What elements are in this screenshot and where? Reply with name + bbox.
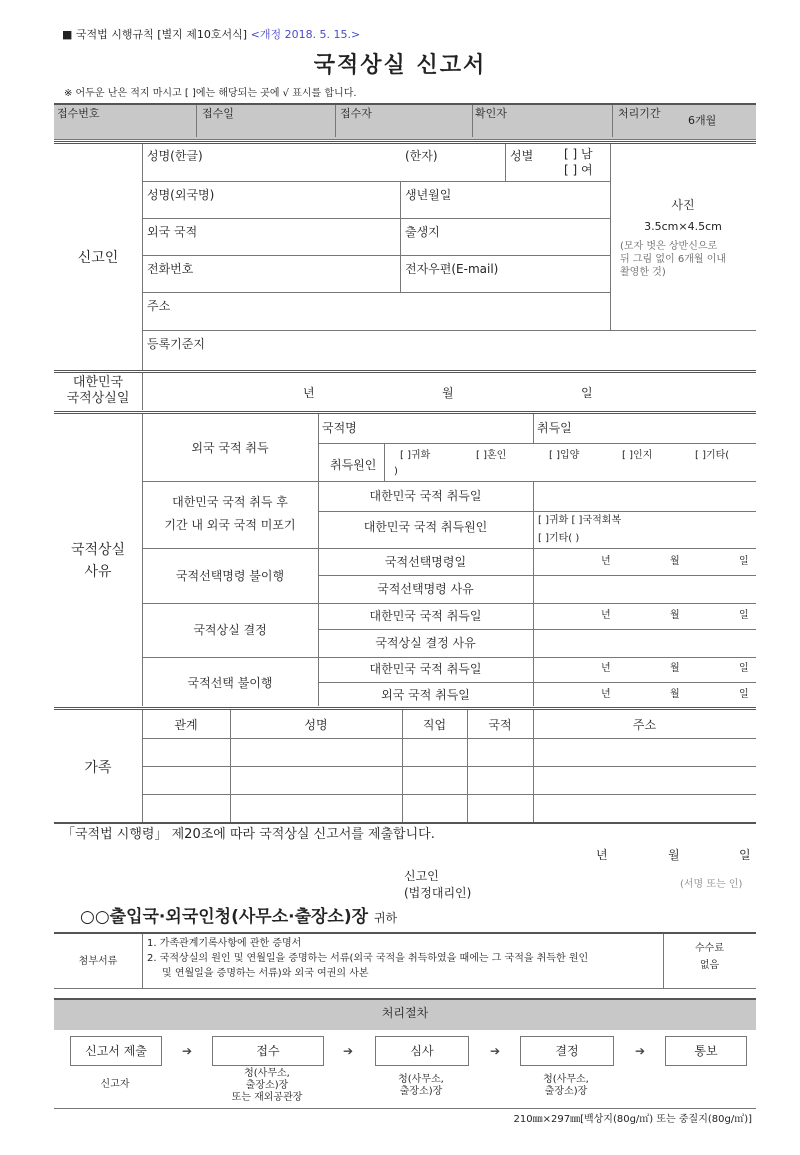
- selection-kr-year: 년: [601, 663, 611, 674]
- arrow-icon: ➔: [490, 1044, 501, 1058]
- cause-option-other[interactable]: [ ]기타(: [695, 450, 730, 461]
- form-title: 국적상실 신고서: [313, 53, 487, 78]
- loss-date-label-1: 대한민국: [72, 375, 124, 390]
- family-col-address: 주소: [632, 718, 657, 732]
- cause-option-tail: ): [394, 466, 398, 477]
- loss-date-month: 월: [442, 386, 454, 400]
- selection-kr-date-label: 대한민국 국적 취득일: [369, 662, 482, 676]
- acquisition-date-label: 취득일: [537, 421, 572, 435]
- order-month: 월: [670, 556, 680, 567]
- attachment-item-2a: 2. 국적상실의 원인 및 연월일을 증명하는 서류(외국 국적을 취득하였을 때에는 그 국적을 취득한 원인: [147, 953, 589, 964]
- procedure-title: 처리절차: [381, 1006, 429, 1020]
- order-day: 일: [739, 556, 749, 567]
- receiver-label: 접수자: [340, 107, 372, 120]
- kr-cause-options-2[interactable]: [ ]기타( ): [538, 533, 580, 544]
- arrow-icon: ➔: [182, 1044, 193, 1058]
- declaration-month: 월: [668, 848, 680, 862]
- photo-title: 사진: [671, 198, 695, 212]
- reason-section-label-1: 국적상실: [70, 542, 126, 558]
- loss-decision-reason-label: 국적상실 결정 사유: [375, 636, 476, 650]
- kr-acquisition-date-label: 대한민국 국적 취득일: [369, 489, 482, 503]
- fee-label: 수수료: [695, 943, 724, 954]
- recipient-office: ○○출입국·외국인청(사무소·출장소)장 귀하: [80, 907, 398, 927]
- birth-date-label: 생년월일: [405, 188, 452, 202]
- processing-period-label: 처리기간: [618, 107, 661, 120]
- selection-noncompliance-label: 국적선택 불이행: [187, 676, 273, 690]
- actor-receipt-1: 청(사무소,: [244, 1068, 290, 1079]
- arrow-icon: ➔: [343, 1044, 354, 1058]
- cause-option-marriage[interactable]: [ ]혼인: [476, 450, 507, 461]
- photo-size: 3.5cm×4.5cm: [644, 220, 722, 233]
- receipt-no-label: 접수번호: [57, 107, 100, 120]
- birthplace-label: 출생지: [405, 225, 440, 239]
- signature-placeholder[interactable]: (서명 또는 인): [680, 879, 743, 890]
- attachment-item-2b: 및 연월일을 증명하는 서류)와 외국 여권의 사본: [162, 968, 369, 979]
- family-col-relation: 관계: [174, 718, 198, 732]
- declaration-year: 년: [596, 848, 608, 862]
- selection-foreign-date-label: 외국 국적 취득일: [381, 688, 470, 702]
- step-review: 심사: [375, 1036, 469, 1066]
- declaration-day: 일: [739, 848, 751, 862]
- email-label: 전자우편(E-mail): [405, 262, 499, 276]
- foreign-nationality-label: 외국 국적: [147, 225, 198, 239]
- unwaived-label-2: 기간 내 외국 국적 미포기: [164, 518, 296, 532]
- order-reason-label: 국적선택명령 사유: [377, 582, 474, 596]
- processing-period-value: 6개월: [688, 114, 717, 127]
- attachments-label: 첨부서류: [78, 956, 118, 967]
- step-notify: 통보: [665, 1036, 747, 1066]
- cause-option-recognition[interactable]: [ ]인지: [622, 450, 653, 461]
- revision-note: <개정 2018. 5. 15.>: [250, 28, 361, 41]
- recipient-suffix: 귀하: [373, 911, 398, 925]
- selection-foreign-year: 년: [601, 689, 611, 700]
- unwaived-label-1: 대한민국 국적 취득 후: [172, 495, 288, 509]
- decision-year: 년: [601, 610, 611, 621]
- declaration-applicant: 신고인: [404, 869, 439, 883]
- registry-label: 등록기준지: [147, 337, 205, 351]
- arrow-icon: ➔: [635, 1044, 646, 1058]
- step-submit: 신고서 제출: [70, 1036, 162, 1066]
- actor-receipt-3: 또는 재외공관장: [231, 1092, 303, 1103]
- instruction-note: ※ 어두운 난은 적지 마시고 [ ]에는 해당되는 곳에 √ 표시를 합니다.: [64, 88, 357, 99]
- name-foreign-label: 성명(외국명): [147, 188, 215, 202]
- gender-male-checkbox[interactable]: [ ] 남: [564, 147, 593, 161]
- fee-value: 없음: [699, 960, 720, 971]
- kr-acquisition-cause-label: 대한민국 국적 취득원인: [363, 520, 488, 534]
- declaration-representative: (법정대리인): [404, 886, 472, 900]
- selection-kr-day: 일: [739, 663, 749, 674]
- photo-note-3: 촬영한 것): [620, 267, 666, 278]
- declaration-text: 「국적법 시행령」 제20조에 따라 국적상실 신고서를 제출합니다.: [62, 827, 435, 842]
- actor-review-2: 출장소)장: [399, 1086, 443, 1097]
- address-label: 주소: [147, 299, 171, 313]
- actor-applicant: 신고자: [100, 1079, 130, 1090]
- cause-option-adoption[interactable]: [ ]입양: [549, 450, 580, 461]
- foreign-acquisition-label: 외국 국적 취득: [191, 441, 269, 455]
- actor-receipt-2: 출장소)장: [245, 1080, 289, 1091]
- kr-cause-options-1[interactable]: [ ]귀화 [ ]국적회복: [538, 515, 622, 526]
- order-noncompliance-label: 국적선택명령 불이행: [175, 569, 285, 583]
- actor-review-1: 청(사무소,: [398, 1074, 444, 1085]
- cause-option-naturalization[interactable]: [ ]귀화: [400, 450, 431, 461]
- family-col-job: 직업: [422, 718, 447, 732]
- family-col-name: 성명: [304, 718, 328, 732]
- photo-note-2: 뒤 그림 없이 6개월 이내: [620, 254, 727, 265]
- receipt-date-label: 접수일: [202, 107, 234, 120]
- loss-decision-kr-date-label: 대한민국 국적 취득일: [369, 609, 482, 623]
- selection-foreign-day: 일: [739, 689, 749, 700]
- nationality-name-label: 국적명: [322, 421, 357, 435]
- step-receipt: 접수: [212, 1036, 324, 1066]
- name-hanja-label: (한자): [405, 149, 438, 163]
- selection-foreign-month: 월: [670, 689, 680, 700]
- photo-note-1: (모자 벗은 상반신으로: [620, 241, 718, 252]
- loss-date-day: 일: [581, 386, 593, 400]
- reason-section-label-2: 사유: [84, 564, 112, 580]
- gender-female-checkbox[interactable]: [ ] 여: [564, 163, 593, 177]
- selection-kr-month: 월: [670, 663, 680, 674]
- order-date-label: 국적선택명령일: [384, 555, 467, 569]
- decision-month: 월: [670, 610, 680, 621]
- order-year: 년: [601, 556, 611, 567]
- family-section-label: 가족: [84, 760, 112, 776]
- applicant-section-label: 신고인: [77, 250, 119, 266]
- acquisition-cause-label: 취득원인: [330, 458, 377, 472]
- loss-date-year: 년: [303, 386, 315, 400]
- loss-date-label-2: 국적상실일: [66, 391, 130, 406]
- phone-label: 전화번호: [147, 262, 194, 276]
- loss-decision-label: 국적상실 결정: [193, 623, 267, 637]
- step-decision: 결정: [520, 1036, 614, 1066]
- confirmer-label: 확인자: [475, 107, 507, 120]
- actor-decision-2: 출장소)장: [544, 1086, 588, 1097]
- attachment-item-1: 1. 가족관계기록사항에 관한 증명서: [147, 938, 302, 949]
- family-col-nationality: 국적: [488, 718, 512, 732]
- paper-spec: 210㎜×297㎜[백상지(80g/㎡) 또는 중질지(80g/㎡)]: [513, 1114, 752, 1125]
- decision-day: 일: [739, 610, 749, 621]
- actor-decision-1: 청(사무소,: [543, 1074, 589, 1085]
- gender-label: 성별: [510, 149, 534, 163]
- form-reference: ■ 국적법 시행규칙 [별지 제10호서식] <개정 2018. 5. 15.>: [62, 28, 361, 41]
- name-korean-label: 성명(한글): [147, 149, 203, 163]
